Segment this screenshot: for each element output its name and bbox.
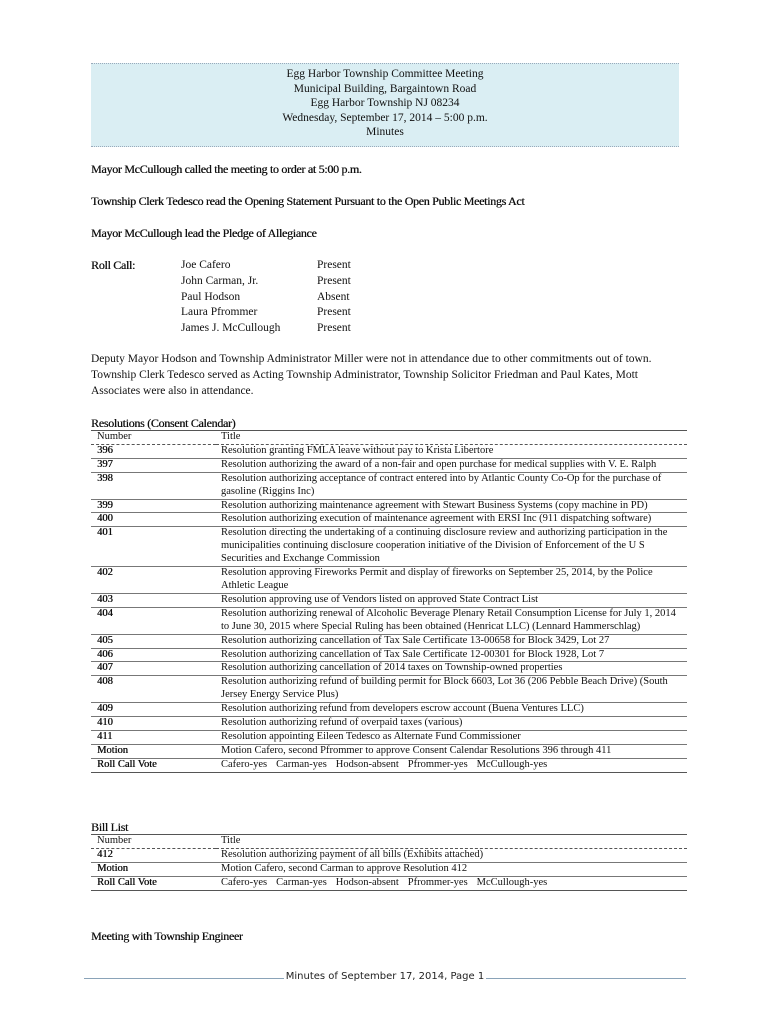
- vote-entry: Hodson-absent: [335, 876, 399, 888]
- meeting-header: [91, 63, 679, 147]
- vote-entry: Pfrommer-yes: [407, 876, 468, 888]
- table-header-row: [91, 431, 687, 445]
- roll-call-list: [181, 258, 351, 337]
- row-title: Resolution authorizing payment of all bills (Exhibits attached): [216, 848, 687, 862]
- table-row: [91, 567, 687, 594]
- member-name: John Carman, Jr.: [181, 274, 259, 287]
- vote-entry: Carman-yes: [276, 876, 327, 888]
- row-number: 406: [91, 648, 216, 662]
- row-number: 410: [91, 717, 216, 731]
- row-title: Resolution authorizing refund of building permit for Block 6603, Lot 36 (206 Pebble Beach Drive) (South Jersey Energy Service Plus): [216, 676, 687, 703]
- vote-entry: Cafero-yes: [221, 876, 268, 888]
- page-footer: Minutes of September 17, 2014, Page 1: [285, 971, 485, 982]
- member-status: Present: [317, 274, 351, 287]
- row-title: Motion Cafero, second Carman to approve Resolution 412: [216, 862, 687, 876]
- vote-entry: McCullough-yes: [476, 758, 548, 770]
- row-number: 396: [91, 444, 216, 458]
- table-row: [91, 634, 687, 648]
- member-status: Absent: [317, 290, 350, 303]
- table-row: [91, 730, 687, 744]
- roll-call-label: Roll Call:: [91, 258, 136, 272]
- motion-row: [91, 862, 687, 876]
- roll-call-row: [181, 274, 351, 290]
- row-title: Resolution approving use of Vendors listed on approved State Contract List: [216, 593, 687, 607]
- call-to-order: Mayor McCullough called the meeting to order at 5:00 p.m.: [91, 162, 362, 176]
- roll-call-vote-row: [91, 758, 687, 772]
- row-title: Resolution directing the undertaking of a continuing disclosure review and authorizing participation in the municipalities continuing disclosure cooperation initiative of the Division of Enforcement of the U S Securities and Exchange Commission: [216, 527, 687, 567]
- bill-list-section-title: Bill List: [91, 820, 128, 834]
- table-row: [91, 607, 687, 634]
- member-status: Present: [317, 322, 351, 335]
- row-title: Resolution authorizing cancellation of Tax Sale Certificate 12-00301 for Block 1928, Lot 7: [216, 648, 687, 662]
- vote-entry: Cafero-yes: [221, 758, 268, 770]
- row-title: Resolution authorizing renewal of Alcoholic Beverage Plenary Retail Consumption License for July 1, 2014 to June 30, 2015 where Special Ruling has been obtained (Henricat LLC) (Lennard Hammerschlag): [216, 607, 687, 634]
- vote-entry: Carman-yes: [276, 758, 327, 770]
- row-title: Resolution granting FMLA leave without pay to Krista Libertore: [216, 444, 687, 458]
- table-row: [91, 458, 687, 472]
- table-row: [91, 648, 687, 662]
- table-row: [91, 472, 687, 499]
- row-number: 401: [91, 527, 216, 567]
- column-header-number: Number: [91, 835, 216, 849]
- column-header-number: Number: [91, 431, 216, 445]
- row-number: Roll Call Vote: [91, 758, 216, 772]
- roll-call-votes: [216, 758, 687, 772]
- engineer-section-title: Meeting with Township Engineer: [91, 929, 243, 943]
- row-title: Resolution authorizing cancellation of Tax Sale Certificate 13-00658 for Block 3429, Lot 27: [216, 634, 687, 648]
- roll-call-row: [181, 305, 351, 321]
- table-row: [91, 676, 687, 703]
- resolutions-table: [91, 430, 687, 773]
- roll-call-votes: [216, 876, 687, 890]
- row-title: Resolution authorizing the award of a non-fair and open purchase for medical supplies with V. E. Ralph: [216, 458, 687, 472]
- row-number: 405: [91, 634, 216, 648]
- vote-entry: Hodson-absent: [335, 758, 399, 770]
- header-title: Egg Harbor Township Committee Meeting: [286, 68, 484, 80]
- bill-list-table: [91, 834, 687, 891]
- row-number: 397: [91, 458, 216, 472]
- row-number: 412: [91, 848, 216, 862]
- row-title: Resolution authorizing cancellation of 2014 taxes on Township-owned properties: [216, 662, 687, 676]
- row-number: 402: [91, 567, 216, 594]
- row-title: Resolution authorizing refund from developers escrow account (Buena Ventures LLC): [216, 703, 687, 717]
- header-location: Municipal Building, Bargaintown Road: [293, 82, 477, 95]
- member-name: Joe Cafero: [181, 259, 231, 271]
- column-header-title: Title: [216, 431, 687, 445]
- pledge: Mayor McCullough lead the Pledge of Allegiance: [91, 226, 317, 240]
- row-number: 411: [91, 730, 216, 744]
- header-doc-type: Minutes: [366, 126, 404, 138]
- row-number: Motion: [91, 862, 216, 876]
- resolutions-section-title: Resolutions (Consent Calendar): [91, 416, 236, 430]
- motion-row: [91, 744, 687, 758]
- table-header-row: [91, 835, 687, 849]
- row-title: Resolution authorizing maintenance agreement with Stewart Business Systems (copy machine in PD): [216, 499, 687, 513]
- member-name: James J. McCullough: [181, 322, 281, 335]
- roll-call-row: [181, 258, 351, 274]
- member-status: Present: [317, 306, 351, 319]
- member-name: Laura Pfrommer: [181, 306, 258, 319]
- roll-call-row: [181, 321, 351, 337]
- row-number: Motion: [91, 744, 216, 758]
- row-title: Resolution authorizing refund of overpaid taxes (various): [216, 717, 687, 731]
- column-header-title: Title: [216, 835, 687, 849]
- header-date: Wednesday, September 17, 2014 – 5:00 p.m.: [282, 111, 488, 124]
- row-title: Resolution authorizing acceptance of contract entered into by Atlantic County Co-Op for the purchase of gasoline (Riggins Inc): [216, 472, 687, 499]
- row-title: Resolution authorizing execution of maintenance agreement with ERSI Inc (911 dispatching software): [216, 513, 687, 527]
- table-row: [91, 527, 687, 567]
- opening-statement: Township Clerk Tedesco read the Opening Statement Pursuant to the Open Public Meetings Act: [91, 194, 525, 208]
- member-name: Paul Hodson: [181, 290, 241, 303]
- vote-entry: McCullough-yes: [476, 876, 548, 888]
- table-row: [91, 717, 687, 731]
- roll-call-vote-row: [91, 876, 687, 890]
- roll-call-row: [181, 290, 351, 306]
- header-city: Egg Harbor Township NJ 08234: [310, 97, 460, 109]
- row-number: 398: [91, 472, 216, 499]
- table-row: [91, 703, 687, 717]
- attendance-note: Deputy Mayor Hodson and Township Administrator Miller were not in attendance due to other commitments out of town. Township Clerk Tedesco served as Acting Township Administrator, Township Solicitor Friedman and Paul Kates, Mott Associates were also in attendance.: [91, 353, 652, 397]
- row-number: 399: [91, 499, 216, 513]
- row-title: Resolution approving Fireworks Permit and display of fireworks on September 25, 2014, by the Police Athletic League: [216, 567, 687, 594]
- row-number: 409: [91, 703, 216, 717]
- row-number: Roll Call Vote: [91, 876, 216, 890]
- row-number: 407: [91, 662, 216, 676]
- table-row: [91, 662, 687, 676]
- table-row: [91, 593, 687, 607]
- row-number: 404: [91, 607, 216, 634]
- row-number: 400: [91, 513, 216, 527]
- row-title: Resolution appointing Eileen Tedesco as Alternate Fund Commissioner: [216, 730, 687, 744]
- table-row: [91, 848, 687, 862]
- row-number: 408: [91, 676, 216, 703]
- row-number: 403: [91, 593, 216, 607]
- table-row: [91, 513, 687, 527]
- row-title: Motion Cafero, second Pfrommer to approve Consent Calendar Resolutions 396 through 411: [216, 744, 687, 758]
- table-row: [91, 499, 687, 513]
- member-status: Present: [317, 259, 351, 271]
- table-row: [91, 444, 687, 458]
- vote-entry: Pfrommer-yes: [407, 758, 468, 770]
